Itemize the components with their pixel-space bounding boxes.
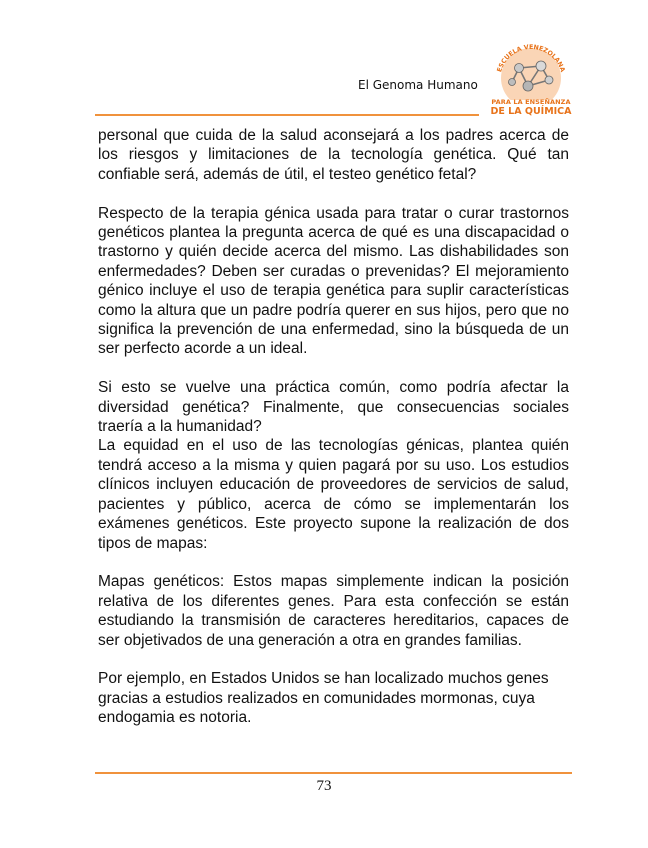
molecule-logo-icon (486, 40, 576, 100)
logo-text-line2: DE LA QUÍMICA (490, 106, 572, 117)
school-logo (486, 40, 576, 120)
footer-rule (95, 772, 572, 774)
paragraph: personal que cuida de la salud aconsejará a los padres acerca de los riesgos y limitaciones de la tecnología genética. Qué tan confiable será, además de útil, el testeo genético fetal? (98, 127, 569, 183)
paragraph: Mapas genéticos: Estos mapas simplemente indican la posición relativa de los diferentes genes. Para esta confección se están estudiando la transmisión de caracteres hereditarios, capaces de ser objetivados de una generación a otra en grandes familias. (98, 573, 569, 649)
logo-text-line1: PARA LA ENSEÑANZA (491, 98, 571, 106)
body-text (98, 126, 569, 728)
header-title: El Genoma Humano (358, 78, 478, 92)
paragraph: Respecto de la terapia génica usada para tratar o curar trastornos genéticos plantea la pregunta acerca de qué es una discapacidad o trastorno y quién decide acerca del mismo. Las dishabilidades son enfermedades? Deben ser curadas o prevenidas? El mejoramiento génico incluye el uso de terapia genética para suplir características como la altura que un padre podría querer en sus hijos, pero que no significa la prevención de una enfermedad, sino la búsqueda de un ser perfecto acorde a un ideal. (98, 204, 569, 358)
header-rule (95, 114, 479, 116)
page-number: 73 (316, 778, 332, 794)
paragraph: Por ejemplo, en Estados Unidos se han localizado muchos genes gracias a estudios realizados en comunidades mormonas, cuya endogamia es notoria. (98, 670, 549, 727)
logo-arc-text: ESCUELA VENEZOLANA (496, 43, 566, 73)
paragraph: Si esto se vuelve una práctica común, como podría afectar la diversidad genética? Finalmente, que consecuencias sociales traería a la humanidad? (98, 379, 569, 436)
paragraph: La equidad en el uso de las tecnologías génicas, plantea quién tendrá acceso a la misma y quien pagará por su uso. Los estudios clínicos incluyen educación de proveedores de servicios de salud, pacientes y público, acerca de cómo se implementarán los exámenes genéticos. Este proyecto supone la realización de dos tipos de mapas: (98, 437, 569, 552)
